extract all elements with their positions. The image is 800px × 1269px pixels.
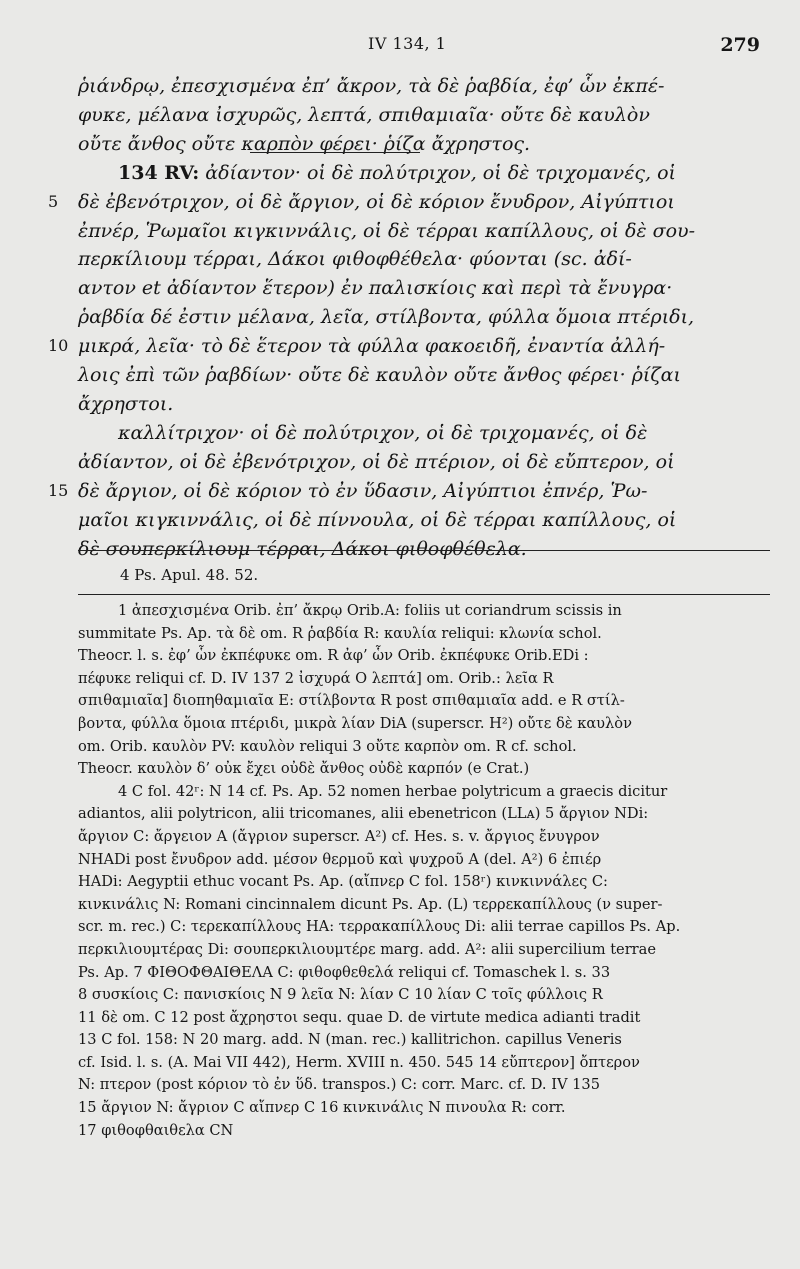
line-text: ἄχρηστοι. xyxy=(78,392,174,415)
line-text: μαῖοι κιγκιννάλις, οἱ δὲ πίννουλα, οἱ δὲ τέρραι καπίλλους, οἱ xyxy=(78,508,677,531)
running-header xyxy=(0,32,800,62)
line-text: λοις ἐπὶ τῶν ῥαβδίων· οὔτε δὲ καυλὸν οὔτε ἄνθος φέρει· ῥίζαι xyxy=(78,364,681,387)
line-number: 15 xyxy=(48,480,69,500)
line-text: αντον et ἀδίαντον ἕτερον) ἐν παλισκίοις καὶ περὶ τὰ ἔνυγρα· xyxy=(78,277,673,300)
text-line xyxy=(78,159,768,188)
text-line xyxy=(78,72,768,101)
apparatus-line: 13 C fol. 158: N 20 marg. add. N (man. rec.) kallitrichon. capillus Veneris xyxy=(78,1031,622,1049)
text-line xyxy=(48,332,768,361)
apparatus-line: 1 ἀπεσχισμένα Orib. ἐπ’ ἄκρῳ Orib.A: foliis ut coriandrum scissis in xyxy=(118,602,622,619)
text-line xyxy=(48,477,768,506)
apparatus-line: N: πτερον (post κόριον τὸ ἐν ὕδ. transpos.) C: corr. Marc. cf. D. IV 135 xyxy=(78,1076,600,1094)
apparatus-line: scr. m. rec.) C: τερεκαπίλλους HA: τερρακαπίλλους Di: alii terrae capillos Ps. Ap. xyxy=(78,918,681,936)
critical-apparatus xyxy=(78,600,768,1142)
apparatus-line: 4 C fol. 42ʳ: N 14 cf. Ps. Ap. 52 nomen herbae polytricum a graecis dicitur xyxy=(118,782,668,800)
apparatus-line: 8 συσκίοις C: πανισκίοις N 9 λεῖα N: λίαν C 10 λίαν C τοῖς φύλλοις R xyxy=(78,986,603,1004)
line-text: ῥιάνδρῳ, ἐπεσχισμένα ἐπ’ ἄκρον, τὰ δὲ ῥαβδία, ἐφ’ ὧν ἐκπέ- xyxy=(78,75,665,97)
text-line xyxy=(78,361,768,390)
text-line xyxy=(78,390,768,419)
apparatus-line: summitate Ps. Ap. τὰ δὲ om. R ῥαβδία R: καυλία reliqui: κλωνία schol. xyxy=(78,624,602,642)
apparatus-rule xyxy=(78,594,770,595)
line-number: 5 xyxy=(48,191,59,211)
line-text: δὲ ἄργιον, οἱ δὲ κόριον τὸ ἐν ὕδασιν, Αἰγύπτιοι ἐπνέρ, Ῥω- xyxy=(78,479,648,502)
line-text: ἀδίαντον, οἱ δὲ ἐβενότριχον, οἱ δὲ πτέριον, οἱ δὲ εὔπτερον, οἱ xyxy=(78,450,675,473)
page-number: 279 xyxy=(720,34,760,56)
line-text: ἀδίαντον· οἱ δὲ πολύτριχον, οἱ δὲ τριχομανές, οἱ xyxy=(199,161,677,184)
text-line xyxy=(78,274,768,303)
text-line xyxy=(78,130,768,159)
text-line xyxy=(78,419,768,448)
testimonia-rule xyxy=(78,550,770,551)
text-line xyxy=(78,303,768,332)
apparatus-line: πέφυκε reliqui cf. D. IV 137 2 ἰσχυρά O λεπτά] om. Orib.: λεῖα R xyxy=(78,669,554,687)
testimonia: 4 Ps. Apul. 48. 52. xyxy=(120,566,259,584)
apparatus-line: ἄργιον C: ἄργειον A (ἄγριον superscr. A²) cf. Hes. s. v. ἄργιος ἔνυγρον xyxy=(78,827,600,845)
apparatus-line: om. Orib. καυλὸν PV: καυλὸν reliqui 3 οὔτε καρπὸν om. R cf. schol. xyxy=(78,737,577,755)
line-text: φυκε, μέλανα ἰσχυρῶς, λεπτά, σπιθαμιαῖα· οὔτε δὲ καυλὸν xyxy=(78,103,650,126)
line-text: καλλίτριχον· οἱ δὲ πολύτριχον, οἱ δὲ τριχομανές, οἱ δὲ xyxy=(118,421,648,444)
apparatus-line: κινκινάλις N: Romani cincinnalem dicunt Ps. Ap. (L) τερρεκαπίλλους (ν super- xyxy=(78,895,663,913)
apparatus-line: NHADi post ἔνυδρον add. μέσον θερμοῦ καὶ ψυχροῦ A (del. A²) 6 ἐπιέρ xyxy=(78,850,602,868)
text-line xyxy=(78,217,768,246)
line-text: ἐπνέρ, Ῥωμαῖοι κιγκιννάλις, οἱ δὲ τέρραι καπίλλους, οἱ δὲ σου- xyxy=(78,219,696,242)
line-text: οὔτε ἄνθος οὔτε καρπὸν φέρει· ῥίζα ἄχρηστος. xyxy=(78,132,531,155)
apparatus-line: HADi: Aegyptii ethuc vocant Ps. Ap. (αἴπνερ C fol. 158ʳ) κινκιννάλες C: xyxy=(78,873,608,891)
text-line xyxy=(48,188,768,217)
line-text: περκίλιουμ τέρραι, Δάκοι φιθοφθέθελα· φύονται (sc. ἀδί- xyxy=(78,248,632,271)
apparatus-line: adiantos, alii polytricon, alii tricomanes, alii ebenetricon (LLᴀ) 5 ἄργιον NDi: xyxy=(78,805,649,823)
continuation-rule xyxy=(250,152,420,153)
line-text: ῥαβδία δέ ἐστιν μέλανα, λεῖα, στίλβοντα, φύλλα ὅμοια πτέριδι, xyxy=(78,306,695,329)
text-line xyxy=(78,506,768,535)
apparatus-line: περκιλιουμτέρας Di: σουπερκιλιουμτέρε marg. add. A²: alii supercilium terrae xyxy=(78,940,656,958)
apparatus-line: σπιθαμιαῖα] διοπηθαμιαῖα E: στίλβοντα R post σπιθαμιαῖα add. e R στίλ- xyxy=(78,692,625,710)
line-text: δὲ σουπερκίλιουμ τέρραι, Δάκοι φιθοφθέθελα. xyxy=(78,537,527,560)
text-line xyxy=(78,448,768,477)
text-line xyxy=(78,101,768,130)
apparatus-line: Theocr. l. s. ἐφ’ ὧν ἐκπέφυκε om. R ἀφ’ ὧν Orib. ἐκπέφυκε Orib.EDi : xyxy=(78,647,589,665)
apparatus-line: 17 φιθοφθαιθελα CN xyxy=(78,1121,234,1139)
line-number: 10 xyxy=(48,336,69,356)
line-text: μικρά, λεῖα· τὸ δὲ ἕτερον τὰ φύλλα φακοειδῆ, ἐναντία ἀλλή- xyxy=(78,335,666,358)
apparatus-line: 11 δὲ om. C 12 post ἄχρηστοι sequ. quae D. de virtute medica adianti tradit xyxy=(78,1008,641,1026)
apparatus-line: Theocr. καυλὸν δ’ οὐκ ἔχει οὐδὲ ἄνθος οὐδὲ καρπόν (e Crat.) xyxy=(78,760,530,778)
text-line xyxy=(78,245,768,274)
apparatus-line: cf. Isid. l. s. (A. Mai VII 442), Herm. XVIII n. 450. 545 14 εὔπτερον] ὄπτερον xyxy=(78,1053,640,1071)
apparatus-line: βοντα, φύλλα ὅμοια πτέριδι, μικρὰ λίαν DiA (superscr. H²) οὔτε δὲ καυλὸν xyxy=(78,714,632,732)
apparatus-line: 15 ἄργιον N: ἄγριον C αἴπνερ C 16 κινκινάλις N πινουλα R: corr. xyxy=(78,1099,566,1117)
section-reference: IV 134, 1 xyxy=(368,34,447,53)
line-text: δὲ ἐβενότριχον, οἱ δὲ ἄργιον, οἱ δὲ κόριον ἔνυδρον, Αἰγύπτιοι xyxy=(78,190,675,213)
text-line xyxy=(78,535,768,564)
apparatus-line: Ps. Ap. 7 ΦΙΘΟΦΘΑΙΘΕΛΑ C: φιθοφθεθελά reliqui cf. Tomaschek l. s. 33 xyxy=(78,963,611,981)
main-greek-text xyxy=(48,72,768,563)
entry-number: 134 RV: xyxy=(118,161,200,184)
